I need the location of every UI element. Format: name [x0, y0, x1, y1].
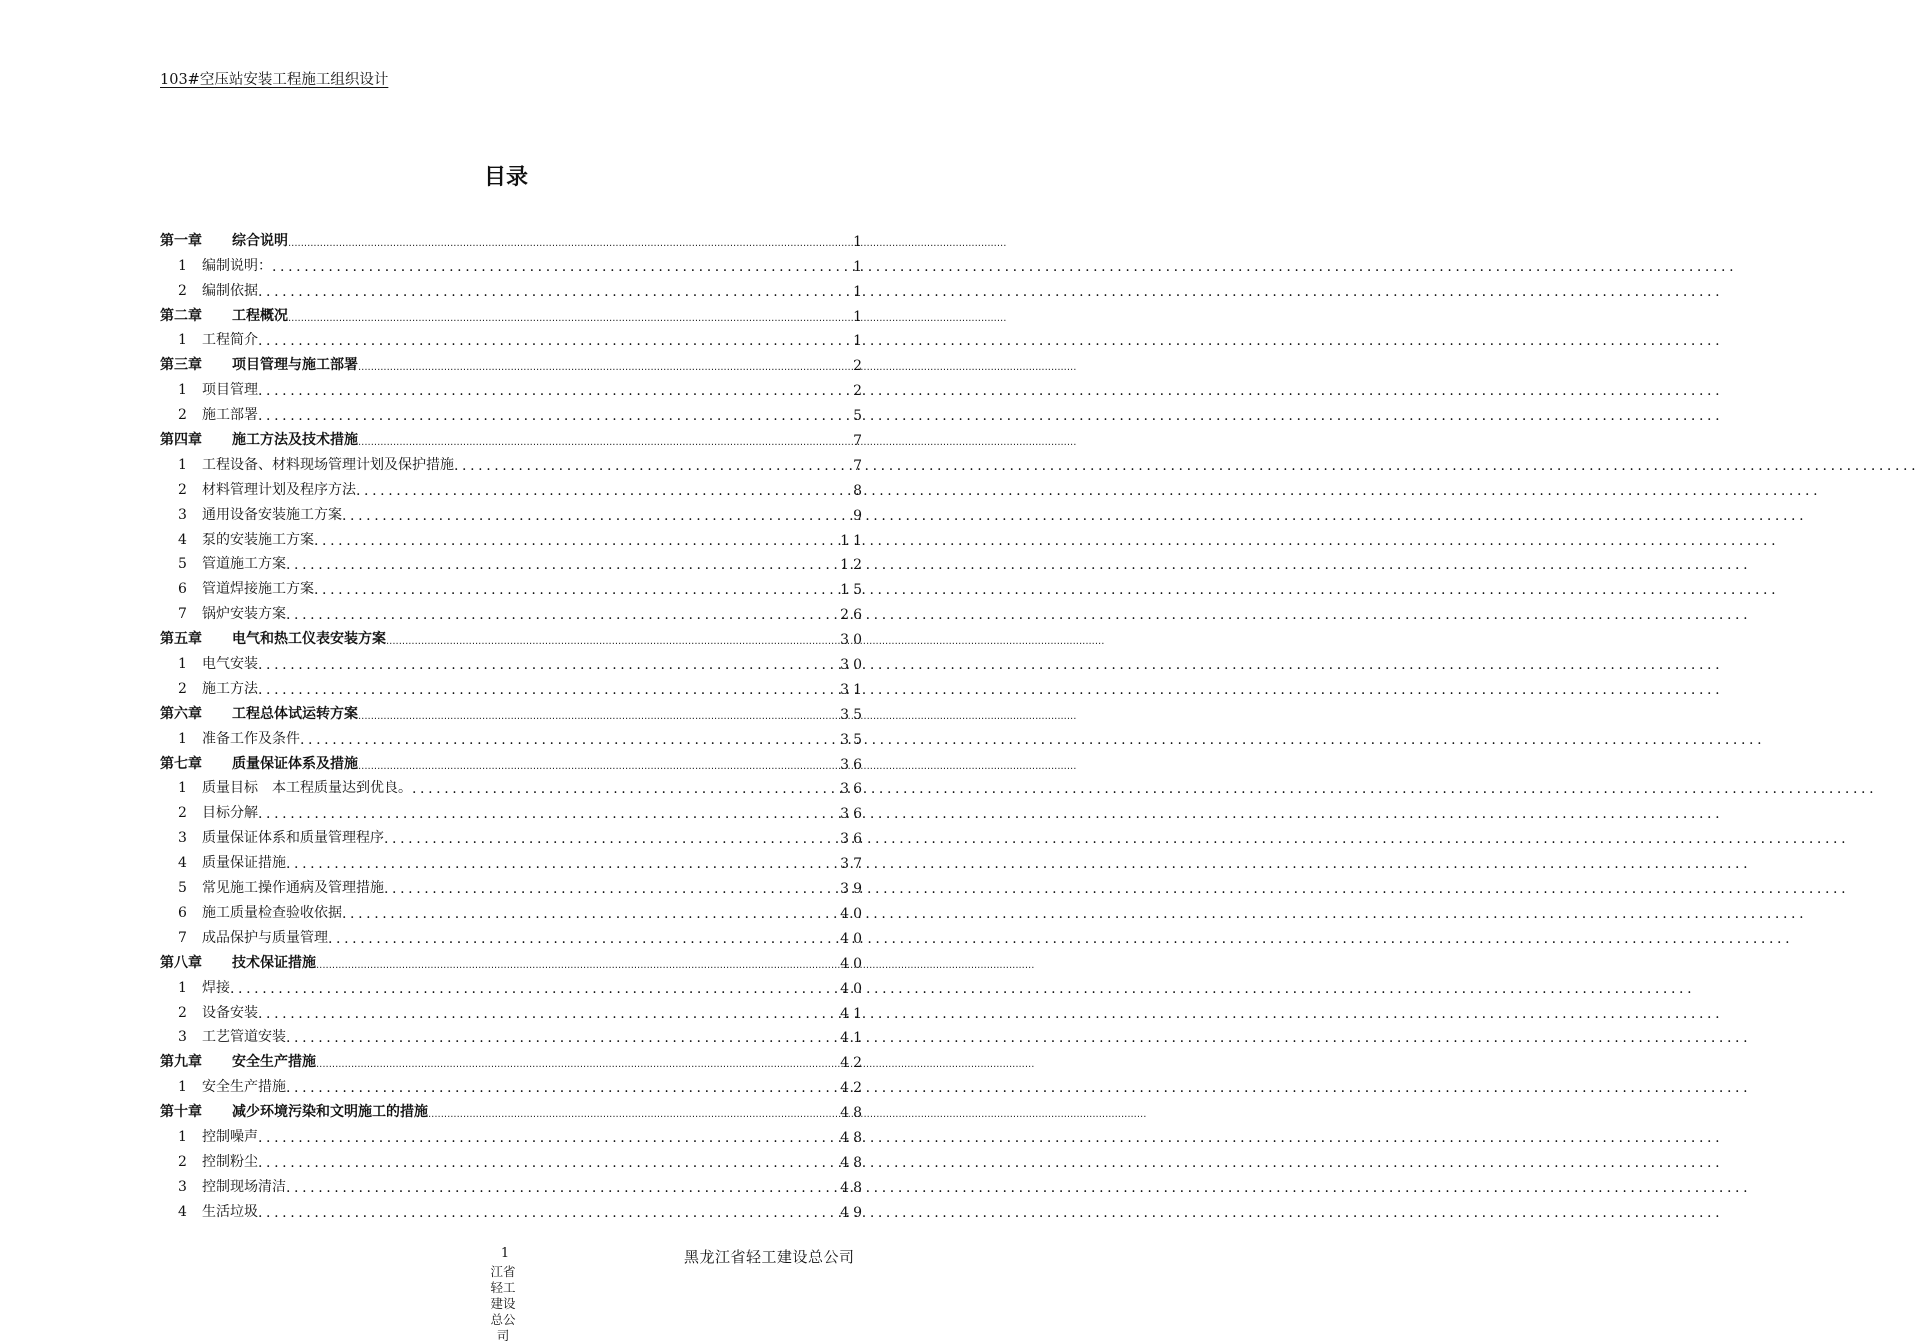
toc-entry-label — [160, 578, 314, 598]
toc-section-entry[interactable] — [160, 1196, 866, 1221]
toc-entry-title: 项目管理与施工部署 — [232, 357, 358, 374]
toc-entry-number: 1 — [178, 730, 187, 747]
toc-entry-title: 控制粉尘 — [202, 1153, 258, 1170]
toc-dot-leader — [412, 781, 840, 797]
toc-section-entry[interactable] — [160, 1146, 866, 1171]
toc-entry-number: 4 — [178, 1203, 187, 1220]
toc-entry-label — [160, 479, 356, 499]
toc-page-number: 42 — [840, 1080, 866, 1097]
toc-dot-leader — [316, 1055, 840, 1071]
toc-page-number: 41 — [840, 1005, 866, 1022]
toc-entry-number: 第三章 — [160, 357, 202, 374]
footer-company-name: 黑龙江省轻工建设总公司 — [684, 1248, 855, 1266]
toc-page-number: 1 — [853, 283, 866, 300]
toc-section-entry[interactable] — [160, 325, 866, 350]
toc-page-number: 48 — [840, 1129, 866, 1146]
toc-section-entry[interactable] — [160, 573, 866, 599]
footer-page-number: 1 — [500, 1246, 510, 1261]
toc-entry-label — [160, 1201, 258, 1221]
toc-page-number: 48 — [840, 1154, 866, 1171]
toc-chapter-entry[interactable] — [160, 349, 866, 375]
toc-section-entry[interactable] — [160, 797, 866, 823]
toc-entry-title: 焊接 — [202, 979, 230, 996]
toc-entry-title: 安全生产措施 — [202, 1079, 286, 1096]
toc-page-number: 36 — [840, 781, 866, 798]
toc-entry-label — [160, 1002, 258, 1022]
toc-dot-leader — [258, 333, 853, 349]
toc-page-number: 36 — [840, 756, 866, 773]
toc-entry-title: 减少环境污染和文明施工的措施 — [232, 1104, 428, 1121]
toc-section-entry[interactable] — [160, 275, 866, 300]
toc-entry-label — [160, 305, 288, 325]
toc-entry-label — [160, 877, 384, 897]
toc-entry-number: 1 — [178, 780, 187, 797]
toc-dot-leader — [258, 1006, 840, 1022]
toc-section-entry[interactable] — [160, 1071, 866, 1097]
toc-dot-leader — [288, 234, 853, 250]
toc-page-number: 35 — [840, 731, 866, 748]
toc-dot-leader — [328, 931, 840, 947]
toc-title: 目录 — [483, 165, 528, 190]
toc-entry-title: 控制现场清洁 — [202, 1178, 286, 1195]
toc-entry-number: 4 — [178, 855, 187, 872]
toc-page-number: 40 — [840, 980, 866, 997]
toc-entry-number: 5 — [178, 880, 187, 897]
toc-page-number: 1 — [853, 258, 866, 275]
toc-page-number: 49 — [840, 1204, 866, 1221]
toc-page-number: 40 — [840, 930, 866, 947]
toc-entry-label — [160, 379, 258, 399]
toc-entry-number: 第八章 — [160, 954, 202, 971]
toc-page-number: 41 — [840, 1030, 866, 1047]
toc-section-entry[interactable] — [160, 374, 866, 400]
toc-section-entry[interactable] — [160, 648, 866, 674]
toc-dot-leader — [286, 1180, 840, 1196]
toc-entry-title: 生活垃圾 — [202, 1203, 258, 1220]
toc-section-entry[interactable] — [160, 897, 866, 922]
toc-chapter-entry[interactable] — [160, 300, 866, 325]
toc-entry-number: 2 — [178, 481, 187, 498]
toc-entry-title: 质量保证体系及措施 — [232, 755, 358, 772]
toc-dot-leader — [428, 1105, 840, 1121]
toc-entry-title: 目标分解 — [202, 805, 258, 822]
toc-dot-leader — [384, 881, 840, 897]
toc-entry-title: 常见施工操作通病及管理措施 — [202, 880, 384, 897]
toc-page-number: 12 — [840, 557, 866, 574]
toc-entry-label — [160, 703, 358, 723]
toc-section-entry[interactable] — [160, 972, 866, 997]
toc-page-number: 2 — [853, 383, 866, 400]
toc-entry-title: 泵的安装施工方案 — [202, 531, 314, 548]
toc-entry-label — [160, 429, 358, 449]
toc-entry-label — [160, 1026, 286, 1046]
toc-entry-label — [160, 927, 328, 947]
toc-entry-number: 2 — [178, 680, 187, 697]
toc-section-entry[interactable] — [160, 673, 866, 698]
toc-dot-leader — [342, 508, 853, 524]
toc-entry-label — [160, 1101, 428, 1121]
toc-entry-title: 准备工作及条件 — [202, 730, 300, 747]
footer-vertical-text: 江省轻工建设总公司 — [490, 1264, 516, 1343]
toc-entry-label — [160, 827, 384, 847]
toc-entry-label — [160, 329, 258, 349]
toc-page-number: 7 — [853, 433, 866, 450]
toc-chapter-entry[interactable] — [160, 225, 866, 250]
toc-entry-number: 1 — [178, 382, 187, 399]
toc-dot-leader — [356, 483, 853, 499]
toc-entry-number: 第九章 — [160, 1054, 202, 1071]
toc-dot-leader — [288, 309, 853, 325]
toc-entry-number: 2 — [178, 407, 187, 424]
toc-entry-number: 3 — [178, 1029, 187, 1046]
toc-entry-number: 7 — [178, 929, 187, 946]
toc-entry-label — [160, 404, 258, 424]
toc-page-number: 8 — [853, 482, 866, 499]
toc-entry-label — [160, 1126, 258, 1146]
toc-entry-label — [160, 280, 258, 300]
toc-dot-leader — [258, 806, 840, 822]
toc-dot-leader — [358, 757, 840, 773]
toc-entry-title: 工程设备、材料现场管理计划及保护措施 — [202, 456, 454, 473]
toc-page-number: 37 — [840, 856, 866, 873]
toc-entry-title: 施工方法 — [202, 680, 258, 697]
toc-entry-title: 工程总体试运转方案 — [232, 705, 358, 722]
toc-chapter-entry[interactable] — [160, 748, 866, 773]
toc-entry-label — [160, 529, 314, 549]
toc-entry-label — [160, 454, 454, 474]
toc-entry-title: 管道焊接施工方案 — [202, 581, 314, 598]
toc-page-number: 1 — [853, 233, 866, 250]
toc-entry-label — [160, 255, 272, 275]
toc-entry-number: 第四章 — [160, 432, 202, 449]
toc-section-entry[interactable] — [160, 399, 866, 425]
toc-entry-title: 控制噪声 — [202, 1128, 258, 1145]
toc-entry-number: 2 — [178, 805, 187, 822]
toc-dot-leader — [258, 284, 853, 300]
toc-dot-leader — [358, 433, 853, 449]
toc-entry-label — [160, 777, 412, 797]
toc-page-number: 11 — [840, 532, 866, 549]
toc-section-entry[interactable] — [160, 997, 866, 1022]
toc-page-number: 7 — [853, 457, 866, 474]
toc-section-entry[interactable] — [160, 922, 866, 947]
toc-dot-leader — [286, 1080, 840, 1096]
toc-entry-number: 1 — [178, 656, 187, 673]
toc-page-number: 2 — [853, 358, 866, 375]
toc-page-number: 36 — [840, 831, 866, 848]
toc-page-number: 31 — [840, 681, 866, 698]
toc-dot-leader — [314, 533, 840, 549]
toc-chapter-entry[interactable] — [160, 1046, 866, 1072]
toc-entry-number: 3 — [178, 506, 187, 523]
toc-dot-leader — [386, 632, 840, 648]
toc-entry-title: 材料管理计划及程序方法 — [202, 481, 356, 498]
toc-page-number: 40 — [840, 905, 866, 922]
toc-page-number: 9 — [853, 507, 866, 524]
toc-page-number: 48 — [840, 1179, 866, 1196]
toc-section-entry[interactable] — [160, 773, 866, 798]
toc-entry-number: 第五章 — [160, 631, 202, 648]
toc-entry-label — [160, 603, 286, 623]
toc-entry-title: 管道施工方案 — [202, 556, 286, 573]
toc-dot-leader — [258, 1205, 840, 1221]
toc-entry-title: 成品保护与质量管理 — [202, 929, 328, 946]
toc-entry-number: 1 — [178, 332, 187, 349]
toc-entry-title: 电气和热工仪表安装方案 — [232, 631, 386, 648]
toc-entry-title: 设备安装 — [202, 1004, 258, 1021]
toc-entry-title: 工程简介 — [202, 332, 258, 349]
toc-entry-number: 1 — [178, 257, 187, 274]
toc-page-number: 48 — [840, 1105, 866, 1122]
toc-entry-number: 第七章 — [160, 755, 202, 772]
toc-chapter-entry[interactable] — [160, 1096, 866, 1122]
toc-section-entry[interactable] — [160, 847, 866, 873]
toc-entry-label — [160, 1076, 286, 1096]
toc-page-number: 30 — [840, 657, 866, 674]
toc-entry-label — [160, 902, 342, 922]
document-header: 103#空压站安装工程施工组织设计 — [160, 72, 389, 88]
toc-entry-label — [160, 1151, 258, 1171]
toc-section-entry[interactable] — [160, 1022, 866, 1047]
toc-entry-label — [160, 1176, 286, 1196]
toc-entry-title: 通用设备安装施工方案 — [202, 506, 342, 523]
toc-section-entry[interactable] — [160, 872, 866, 898]
toc-entry-number: 5 — [178, 556, 187, 573]
toc-entry-number: 6 — [178, 581, 187, 598]
toc-entry-title: 锅炉安装方案 — [202, 606, 286, 623]
toc-entry-label — [160, 504, 342, 524]
toc-entry-title: 安全生产措施 — [232, 1054, 316, 1071]
toc-entry-number: 3 — [178, 1178, 187, 1195]
toc-section-entry[interactable] — [160, 723, 866, 748]
toc-dot-leader — [342, 906, 840, 922]
toc-entry-number: 第二章 — [160, 307, 202, 324]
toc-section-entry[interactable] — [160, 250, 866, 275]
toc-page-number: 39 — [840, 881, 866, 898]
toc-entry-number: 1 — [178, 1079, 187, 1096]
toc-dot-leader — [230, 981, 840, 997]
toc-entry-label — [160, 977, 230, 997]
toc-chapter-entry[interactable] — [160, 424, 866, 450]
toc-entry-label — [160, 553, 286, 573]
toc-entry-label — [160, 628, 386, 648]
toc-entry-label — [160, 802, 258, 822]
toc-entry-label — [160, 1051, 316, 1071]
toc-page-number: 26 — [840, 607, 866, 624]
toc-section-entry[interactable] — [160, 822, 866, 848]
toc-dot-leader — [314, 582, 840, 598]
toc-entry-title: 施工部署 — [202, 407, 258, 424]
toc-page-number: 1 — [853, 308, 866, 325]
toc-dot-leader — [258, 408, 853, 424]
toc-entry-label — [160, 728, 300, 748]
toc-entry-title: 电气安装 — [202, 656, 258, 673]
toc-entry-number: 3 — [178, 830, 187, 847]
toc-entry-label — [160, 952, 316, 972]
toc-dot-leader — [358, 707, 840, 723]
toc-page-number: 36 — [840, 806, 866, 823]
toc-dot-leader — [286, 856, 840, 872]
toc-page-number: 15 — [840, 582, 866, 599]
toc-entry-number: 4 — [178, 531, 187, 548]
toc-dot-leader — [258, 1130, 840, 1146]
toc-dot-leader — [316, 956, 840, 972]
toc-entry-number: 1 — [178, 456, 187, 473]
table-of-contents — [160, 225, 866, 1221]
toc-entry-label — [160, 852, 286, 872]
toc-entry-label — [160, 354, 358, 374]
toc-entry-title: 质量保证体系和质量管理程序 — [202, 830, 384, 847]
toc-dot-leader — [384, 831, 840, 847]
toc-page-number: 40 — [840, 955, 866, 972]
toc-dot-leader — [258, 657, 840, 673]
toc-page-number: 5 — [853, 408, 866, 425]
toc-dot-leader — [286, 607, 840, 623]
toc-entry-label — [160, 678, 258, 698]
toc-dot-leader — [286, 1030, 840, 1046]
toc-dot-leader — [258, 682, 840, 698]
toc-entry-title: 工艺管道安装 — [202, 1029, 286, 1046]
toc-entry-number: 2 — [178, 282, 187, 299]
toc-dot-leader — [286, 557, 840, 573]
toc-dot-leader — [258, 1155, 840, 1171]
toc-page-number: 30 — [840, 632, 866, 649]
toc-page-number: 42 — [840, 1055, 866, 1072]
toc-entry-title: 质量保证措施 — [202, 855, 286, 872]
toc-entry-title: 项目管理 — [202, 382, 258, 399]
toc-entry-title: 工程概况 — [232, 307, 288, 324]
toc-entry-title: 质量目标 本工程质量达到优良。 — [202, 780, 412, 797]
toc-section-entry[interactable] — [160, 449, 866, 474]
toc-chapter-entry[interactable] — [160, 623, 866, 649]
toc-page-number: 35 — [840, 706, 866, 723]
toc-entry-number: 第一章 — [160, 232, 202, 249]
toc-section-entry[interactable] — [160, 499, 866, 524]
toc-entry-title: 编制依据 — [202, 282, 258, 299]
toc-entry-number: 6 — [178, 904, 187, 921]
toc-entry-number: 1 — [178, 1128, 187, 1145]
toc-entry-number: 第六章 — [160, 705, 202, 722]
toc-entry-title: 施工方法及技术措施 — [232, 432, 358, 449]
toc-entry-title: 编制说明： — [202, 257, 272, 274]
toc-chapter-entry[interactable] — [160, 947, 866, 972]
toc-section-entry[interactable] — [160, 1171, 866, 1196]
toc-entry-label — [160, 753, 358, 773]
toc-section-entry[interactable] — [160, 549, 866, 574]
toc-section-entry[interactable] — [160, 1121, 866, 1146]
toc-entry-title: 综合说明 — [232, 232, 288, 249]
toc-dot-leader — [300, 732, 840, 748]
toc-entry-number: 2 — [178, 1004, 187, 1021]
toc-entry-title: 技术保证措施 — [232, 954, 316, 971]
toc-dot-leader — [258, 383, 853, 399]
toc-dot-leader — [454, 458, 853, 474]
toc-entry-number: 第十章 — [160, 1104, 202, 1121]
toc-section-entry[interactable] — [160, 598, 866, 624]
toc-page-number: 1 — [853, 333, 866, 350]
toc-entry-number: 1 — [178, 979, 187, 996]
toc-entry-number: 2 — [178, 1153, 187, 1170]
toc-entry-title: 施工质量检查验收依据 — [202, 904, 342, 921]
toc-entry-label — [160, 653, 258, 673]
toc-dot-leader — [358, 358, 853, 374]
toc-dot-leader — [272, 259, 853, 275]
toc-entry-number: 7 — [178, 606, 187, 623]
toc-section-entry[interactable] — [160, 474, 866, 499]
toc-section-entry[interactable] — [160, 524, 866, 549]
toc-chapter-entry[interactable] — [160, 698, 866, 723]
toc-entry-label — [160, 230, 288, 250]
